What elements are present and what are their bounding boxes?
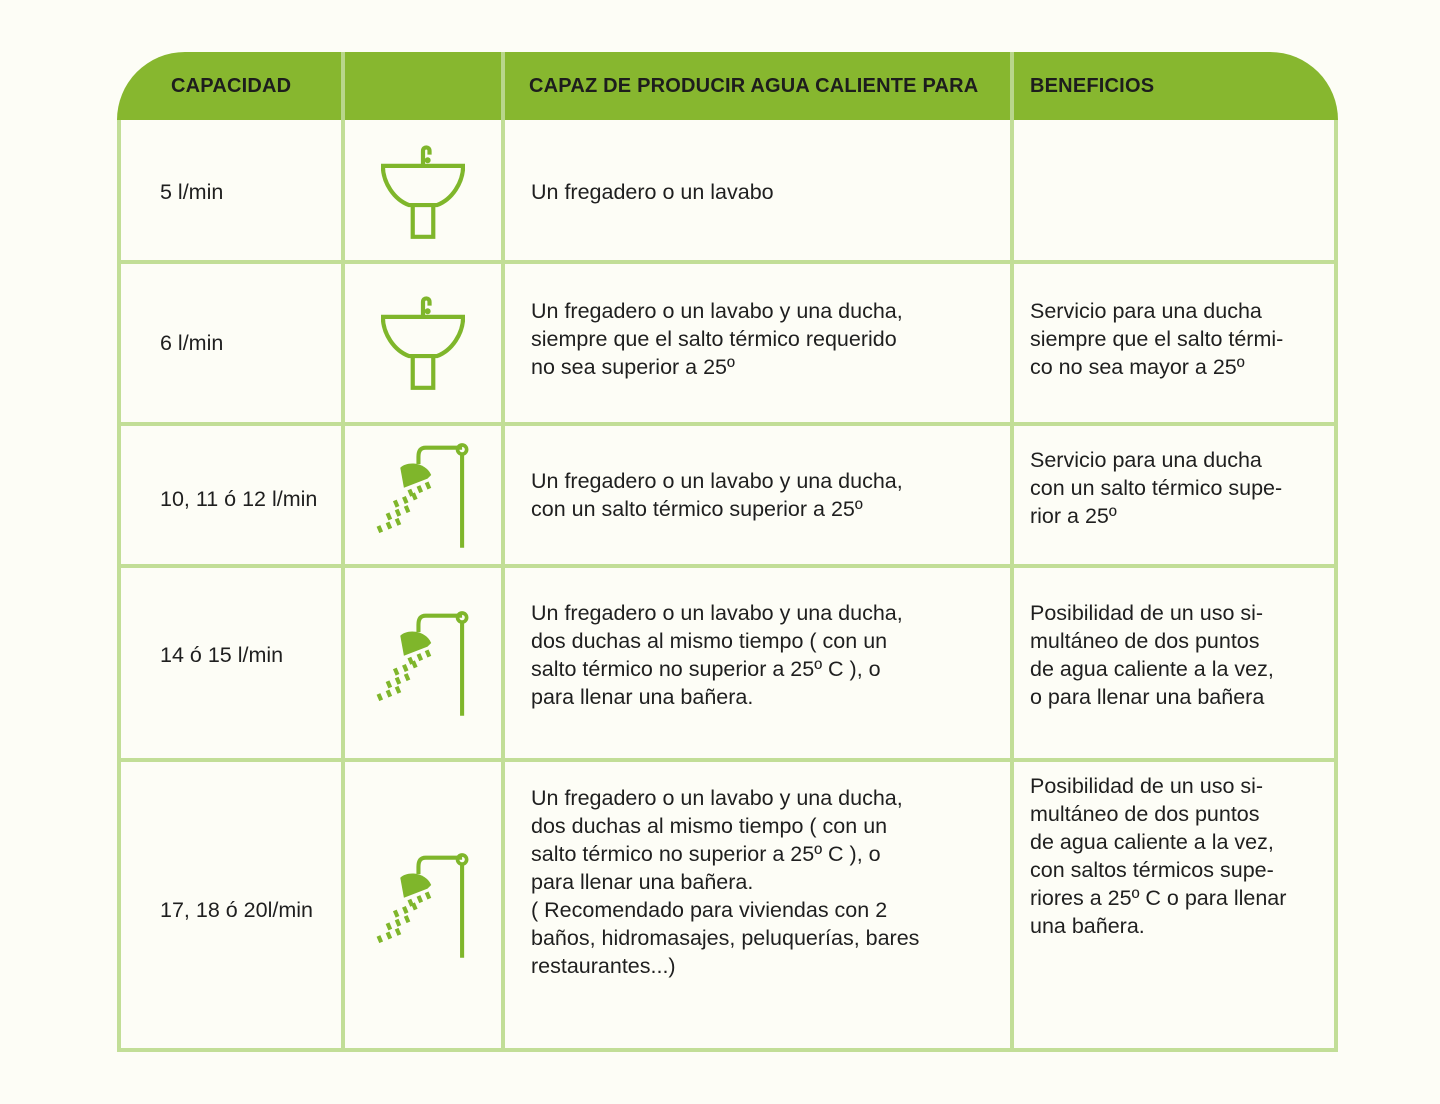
beneficios-text: Posibilidad de un uso si- multáneo de dos puntos de agua caliente a la vez, o para llenar una bañera bbox=[1030, 601, 1274, 709]
capacity-value: 17, 18 ó 20l/min bbox=[160, 898, 313, 922]
header-divider bbox=[501, 52, 505, 120]
capacity-value: 5 l/min bbox=[160, 180, 224, 204]
capacity-value: 10, 11 ó 12 l/min bbox=[160, 487, 318, 511]
header-beneficios: BENEFICIOS bbox=[1030, 74, 1155, 97]
header-icon-column bbox=[345, 52, 499, 120]
header-divider bbox=[341, 52, 345, 120]
capacity-value: 6 l/min bbox=[160, 331, 224, 355]
capacity-table bbox=[117, 52, 1338, 1052]
capaz-text: Un fregadero o un lavabo y una ducha, dos duchas al mismo tiempo ( con un salto térmico no superior a 25º C ), o para llenar una bañera. bbox=[531, 601, 903, 709]
capaz-text: Un fregadero o un lavabo y una ducha, siempre que el salto térmico requerido no sea superior a 25º bbox=[531, 299, 903, 379]
sink-icon bbox=[345, 264, 501, 422]
beneficios-text bbox=[1030, 124, 1330, 260]
shower-icon bbox=[345, 426, 501, 564]
header-divider bbox=[1010, 52, 1014, 120]
beneficios-text: Servicio para una ducha con un salto térmico supe- rior a 25º bbox=[1030, 448, 1283, 528]
table-header bbox=[117, 52, 1338, 120]
header-capaz: CAPAZ DE PRODUCIR AGUA CALIENTE PARA bbox=[529, 74, 979, 97]
beneficios-text: Posibilidad de un uso si- multáneo de dos puntos de agua caliente a la vez, con saltos térmicos supe- riores a 25º C o para llenar una bañera. bbox=[1030, 774, 1287, 938]
header-capacidad: CAPACIDAD bbox=[171, 74, 292, 97]
beneficios-text: Servicio para una ducha siempre que el salto térmi- co no sea mayor a 25º bbox=[1030, 299, 1284, 379]
sink-icon bbox=[345, 124, 501, 260]
shower-icon bbox=[345, 568, 501, 758]
shower-icon bbox=[345, 762, 501, 1048]
capacity-value: 14 ó 15 l/min bbox=[160, 643, 284, 667]
capaz-text: Un fregadero o un lavabo y una ducha, dos duchas al mismo tiempo ( con un salto térmico no superior a 25º C ), o para llenar una bañera. ( Recomendado para viviendas con 2 baños, hidromasajes, peluquerías, bares restaurantes...) bbox=[531, 786, 920, 978]
capaz-text: Un fregadero o un lavabo bbox=[531, 180, 774, 204]
capaz-text: Un fregadero o un lavabo y una ducha, con un salto térmico superior a 25º bbox=[531, 469, 903, 521]
